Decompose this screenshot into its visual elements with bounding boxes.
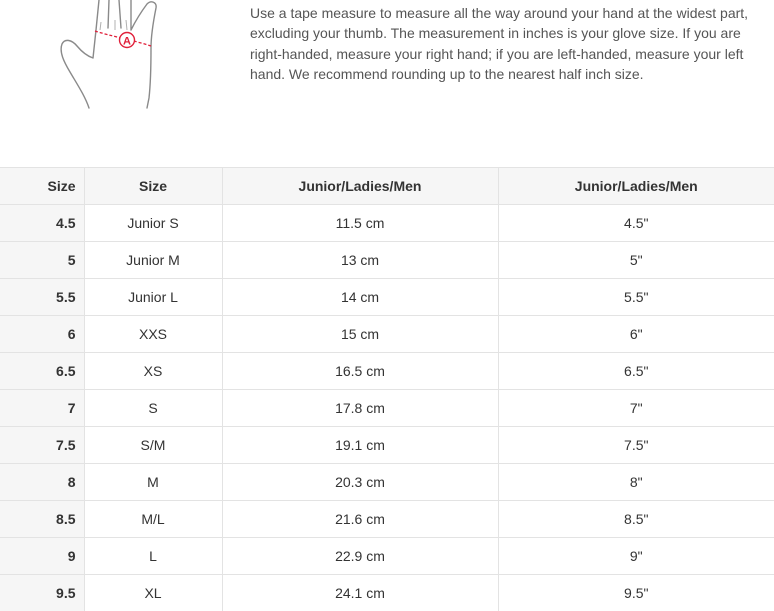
marker-label: A bbox=[123, 35, 131, 48]
size-inches: 8.5" bbox=[498, 501, 774, 538]
size-cm: 14 cm bbox=[222, 279, 498, 316]
table-row bbox=[0, 538, 774, 575]
size-inches: 9.5" bbox=[498, 575, 774, 611]
size-inches: 5.5" bbox=[498, 279, 774, 316]
table-row bbox=[0, 242, 774, 279]
table-row bbox=[0, 205, 774, 242]
size-table bbox=[0, 167, 774, 611]
size-inches: 4.5" bbox=[498, 205, 774, 242]
size-label: Junior L bbox=[84, 279, 222, 316]
size-label: S bbox=[84, 390, 222, 427]
size-label: M bbox=[84, 464, 222, 501]
header-size: Size bbox=[0, 168, 84, 205]
size-number: 5 bbox=[0, 242, 84, 279]
size-cm: 21.6 cm bbox=[222, 501, 498, 538]
table-row bbox=[0, 575, 774, 611]
table-row bbox=[0, 316, 774, 353]
size-label: XL bbox=[84, 575, 222, 611]
measurement-instructions: Use a tape measure to measure all the way around your hand at the widest part, excluding your thumb. The measurement in inches is your glove size. If you are right-handed, measure your right hand; if you are left-handed, measure your left hand. We recommend rounding up to the nearest half inch size. bbox=[250, 5, 749, 82]
size-cm: 20.3 cm bbox=[222, 464, 498, 501]
size-cm: 16.5 cm bbox=[222, 353, 498, 390]
table-row bbox=[0, 353, 774, 390]
size-cm: 11.5 cm bbox=[222, 205, 498, 242]
size-inches: 7" bbox=[498, 390, 774, 427]
size-cm: 24.1 cm bbox=[222, 575, 498, 611]
size-inches: 9" bbox=[498, 538, 774, 575]
size-number: 8 bbox=[0, 464, 84, 501]
table-header-row bbox=[0, 168, 774, 205]
size-number: 4.5 bbox=[0, 205, 84, 242]
size-number: 9 bbox=[0, 538, 84, 575]
header-size-label: Size bbox=[84, 168, 222, 205]
size-label: L bbox=[84, 538, 222, 575]
table-row bbox=[0, 501, 774, 538]
table-row bbox=[0, 279, 774, 316]
size-cm: 22.9 cm bbox=[222, 538, 498, 575]
table-row bbox=[0, 464, 774, 501]
header-cm: Junior/Ladies/Men bbox=[222, 168, 498, 205]
size-inches: 8" bbox=[498, 464, 774, 501]
size-label: M/L bbox=[84, 501, 222, 538]
size-number: 9.5 bbox=[0, 575, 84, 611]
size-number: 6.5 bbox=[0, 353, 84, 390]
size-cm: 17.8 cm bbox=[222, 390, 498, 427]
header-inches: Junior/Ladies/Men bbox=[498, 168, 774, 205]
size-inches: 6.5" bbox=[498, 353, 774, 390]
size-number: 5.5 bbox=[0, 279, 84, 316]
table-row bbox=[0, 427, 774, 464]
size-number: 7.5 bbox=[0, 427, 84, 464]
size-cm: 19.1 cm bbox=[222, 427, 498, 464]
size-inches: 6" bbox=[498, 316, 774, 353]
hand-measure-icon bbox=[55, 0, 175, 112]
size-label: XXS bbox=[84, 316, 222, 353]
size-number: 7 bbox=[0, 390, 84, 427]
size-cm: 13 cm bbox=[222, 242, 498, 279]
size-inches: 5" bbox=[498, 242, 774, 279]
size-cm: 15 cm bbox=[222, 316, 498, 353]
size-label: S/M bbox=[84, 427, 222, 464]
size-label: XS bbox=[84, 353, 222, 390]
size-number: 8.5 bbox=[0, 501, 84, 538]
size-number: 6 bbox=[0, 316, 84, 353]
size-label: Junior M bbox=[84, 242, 222, 279]
table-row bbox=[0, 390, 774, 427]
size-inches: 7.5" bbox=[498, 427, 774, 464]
size-label: Junior S bbox=[84, 205, 222, 242]
